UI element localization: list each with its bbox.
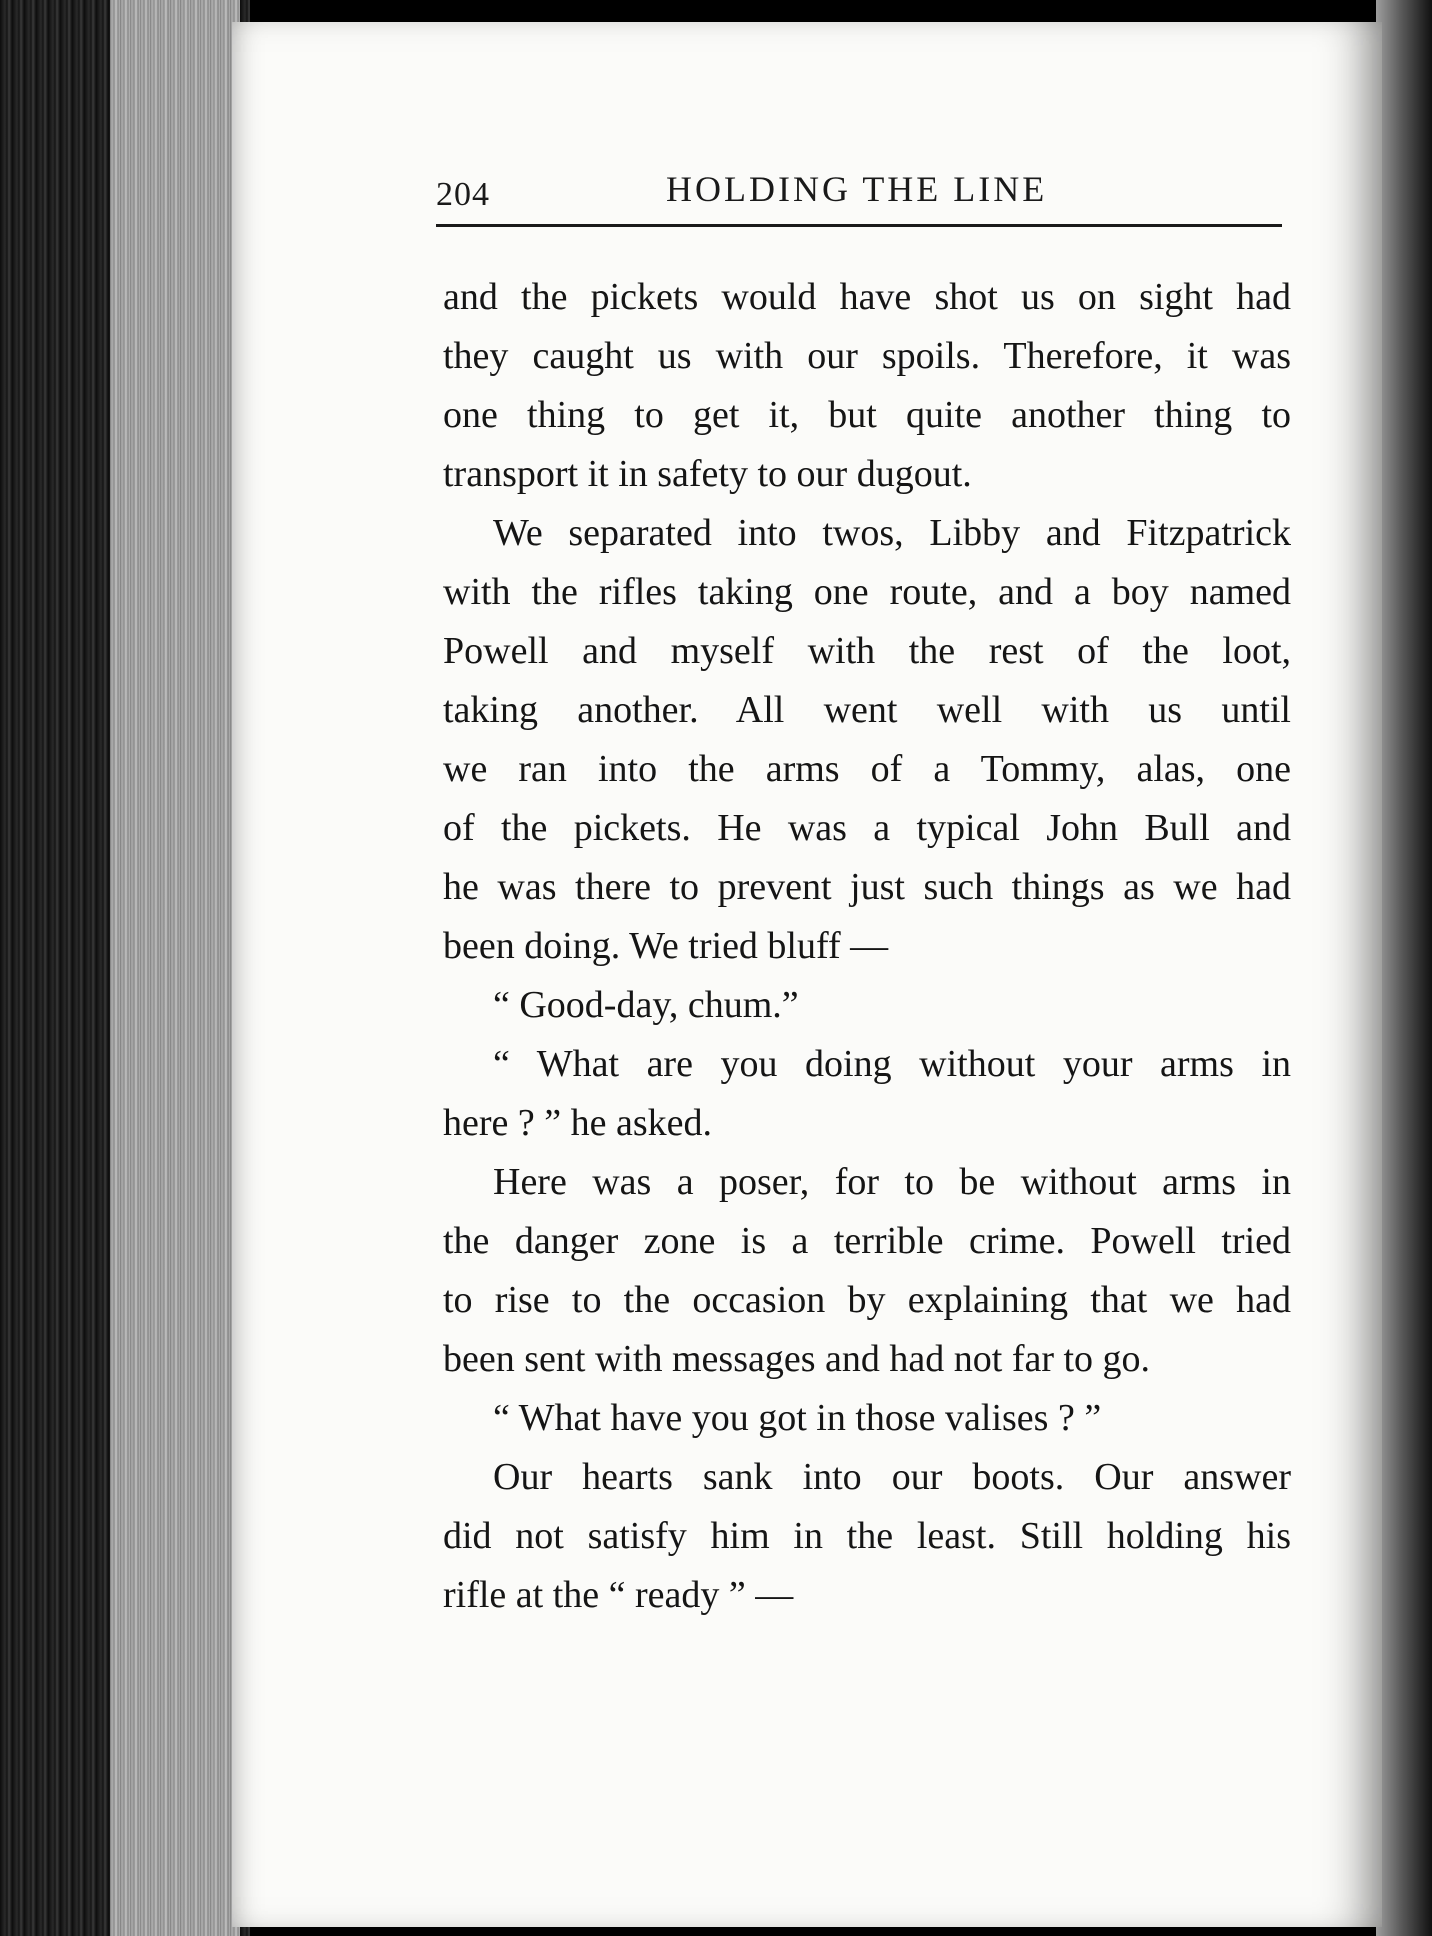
text-line: Here was a poser, for to be without arms in xyxy=(493,1161,1291,1203)
text-line: transport it in safety to our dugout. xyxy=(443,453,972,495)
text-line: “ What are you doing without your arms in xyxy=(493,1043,1291,1085)
text-line: and the pickets would have shot us on sight had xyxy=(443,276,1291,318)
binding-shadow xyxy=(1376,0,1432,1936)
text-line: We separated into twos, Libby and Fitzpatrick xyxy=(493,512,1291,554)
text-line: one thing to get it, but quite another thing to xyxy=(443,394,1291,436)
running-title: HOLDING THE LINE xyxy=(666,169,1048,209)
text-line: here ? ” he asked. xyxy=(443,1102,713,1144)
text-line: taking another. All went well with us until xyxy=(443,689,1291,731)
text-line: been sent with messages and had not far to go. xyxy=(443,1338,1151,1380)
page-edges xyxy=(0,0,250,1936)
text-line: they caught us with our spoils. Therefore, it was xyxy=(443,335,1291,377)
text-line: been doing. We tried bluff — xyxy=(443,925,889,967)
text-line: “ Good-day, chum.” xyxy=(493,984,799,1026)
text-line: the danger zone is a terrible crime. Powell tried xyxy=(443,1220,1291,1262)
text-line: “ What have you got in those valises ? ” xyxy=(493,1397,1102,1439)
text-line: with the rifles taking one route, and a boy named xyxy=(443,571,1291,613)
text-line: of the pickets. He was a typical John Bull and xyxy=(443,807,1291,849)
text-line: Our hearts sank into our boots. Our answer xyxy=(493,1456,1291,1498)
text-line: we ran into the arms of a Tommy, alas, one xyxy=(443,748,1291,790)
body-text xyxy=(443,268,1291,1625)
text-line: rifle at the “ ready ” — xyxy=(443,1574,794,1616)
page-number: 204 xyxy=(436,176,490,213)
text-line: he was there to prevent just such things as we had xyxy=(443,866,1291,908)
text-line: did not satisfy him in the least. Still holding his xyxy=(443,1515,1291,1557)
text-line: to rise to the occasion by explaining that we had xyxy=(443,1279,1291,1321)
running-head xyxy=(436,166,1282,227)
text-line: Powell and myself with the rest of the loot, xyxy=(443,630,1291,672)
